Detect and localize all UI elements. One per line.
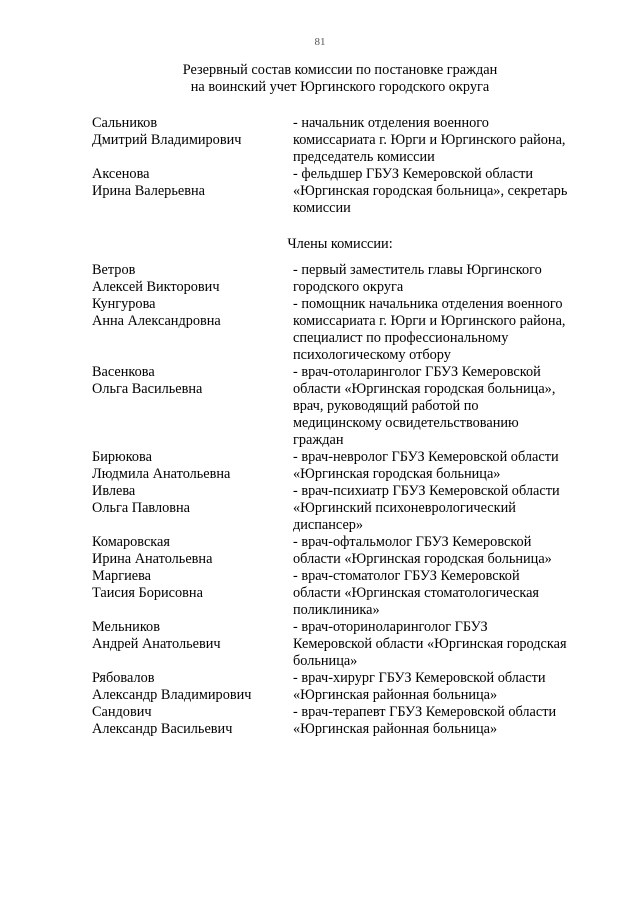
- member-role: комиссии: [293, 200, 351, 216]
- list-item: [0, 115, 640, 132]
- list-item: [0, 330, 640, 347]
- member-name: Александр Владимирович: [92, 687, 252, 703]
- document-title: [0, 62, 640, 96]
- member-role: «Юргинский психоневрологический: [293, 500, 516, 516]
- list-item: [0, 347, 640, 364]
- member-name: Дмитрий Владимирович: [92, 132, 242, 148]
- member-role: - врач-оториноларинголог ГБУЗ: [293, 619, 488, 635]
- list-item: [0, 262, 640, 279]
- member-role: комиссариата г. Юрги и Юргинского района,: [293, 132, 566, 148]
- list-item: [0, 364, 640, 381]
- member-role: врач, руководящий работой по: [293, 398, 479, 414]
- member-name: Андрей Анатольевич: [92, 636, 221, 652]
- list-item: [0, 313, 640, 330]
- list-item: [0, 602, 640, 619]
- member-name: Ивлева: [92, 483, 136, 499]
- member-role: - первый заместитель главы Юргинского: [293, 262, 542, 278]
- list-item: [0, 415, 640, 432]
- list-item: [0, 687, 640, 704]
- member-name: Мельников: [92, 619, 160, 635]
- list-item: [0, 132, 640, 149]
- list-item: [0, 149, 640, 166]
- member-role: - помощник начальника отделения военного: [293, 296, 563, 312]
- list-item: [0, 381, 640, 398]
- list-item: [0, 585, 640, 602]
- list-item: [0, 483, 640, 500]
- member-role: - врач-отоларинголог ГБУЗ Кемеровской: [293, 364, 541, 380]
- list-item: [0, 670, 640, 687]
- member-role: «Юргинская районная больница»: [293, 687, 498, 703]
- member-role: медицинскому освидетельствованию: [293, 415, 519, 431]
- list-item: [0, 636, 640, 653]
- list-item: [0, 200, 640, 217]
- member-name: Людмила Анатольевна: [92, 466, 231, 482]
- member-name: Ветров: [92, 262, 136, 278]
- list-item: [0, 500, 640, 517]
- member-role: области «Юргинская городская больница»,: [293, 381, 556, 397]
- list-item: [0, 653, 640, 670]
- list-item: [0, 721, 640, 738]
- member-role: - фельдшер ГБУЗ Кемеровской области: [293, 166, 534, 182]
- list-item: [0, 619, 640, 636]
- member-role: Кемеровской области «Юргинская городская: [293, 636, 567, 652]
- member-role: - врач-офтальмолог ГБУЗ Кемеровской: [293, 534, 532, 550]
- list-item: [0, 551, 640, 568]
- member-role: - врач-психиатр ГБУЗ Кемеровской области: [293, 483, 560, 499]
- member-name: Аксенова: [92, 166, 150, 182]
- member-role: - врач-хирург ГБУЗ Кемеровской области: [293, 670, 546, 686]
- member-name: Алексей Викторович: [92, 279, 220, 295]
- members-heading: Члены комиссии:: [287, 236, 393, 252]
- member-name: Бирюкова: [92, 449, 152, 465]
- member-role: граждан: [293, 432, 344, 448]
- title-line-1: Резервный состав комиссии по постановке граждан: [182, 62, 498, 78]
- list-item: [0, 398, 640, 415]
- member-name: Александр Васильевич: [92, 721, 233, 737]
- list-item: [0, 466, 640, 483]
- member-role: психологическому отбору: [293, 347, 451, 363]
- list-item: [0, 432, 640, 449]
- member-role: городского округа: [293, 279, 404, 295]
- member-name: Ольга Васильевна: [92, 381, 203, 397]
- list-item: [0, 183, 640, 200]
- list-item: [0, 517, 640, 534]
- member-role: - врач-терапевт ГБУЗ Кемеровской области: [293, 704, 557, 720]
- list-item: [0, 534, 640, 551]
- member-role: диспансер»: [293, 517, 364, 533]
- member-role: - врач-стоматолог ГБУЗ Кемеровской: [293, 568, 520, 584]
- member-role: больница»: [293, 653, 358, 669]
- member-role: «Юргинская районная больница»: [293, 721, 498, 737]
- list-item: [0, 296, 640, 313]
- title-line-2: на воинский учет Юргинского городского округа: [190, 79, 490, 95]
- member-name: Сандович: [92, 704, 152, 720]
- member-role: комиссариата г. Юрги и Юргинского района,: [293, 313, 566, 329]
- member-name: Таисия Борисовна: [92, 585, 203, 601]
- member-name: Рябовалов: [92, 670, 155, 686]
- list-item: [0, 279, 640, 296]
- page-number: 81: [314, 36, 326, 48]
- member-name: Ирина Валерьевна: [92, 183, 205, 199]
- member-name: Маргиева: [92, 568, 151, 584]
- member-role: «Юргинская городская больница»: [293, 466, 501, 482]
- member-role: специалист по профессиональному: [293, 330, 509, 346]
- list-item: [0, 704, 640, 721]
- member-name: Кунгурова: [92, 296, 156, 312]
- member-role: - врач-невролог ГБУЗ Кемеровской области: [293, 449, 559, 465]
- member-role: председатель комиссии: [293, 149, 435, 165]
- member-role: области «Юргинская стоматологическая: [293, 585, 540, 601]
- member-name: Ирина Анатольевна: [92, 551, 213, 567]
- member-name: Сальников: [92, 115, 158, 131]
- member-name: Васенкова: [92, 364, 155, 380]
- member-role: поликлиника»: [293, 602, 380, 618]
- list-item: [0, 449, 640, 466]
- member-role: «Юргинская городская больница», секретарь: [293, 183, 568, 199]
- list-item: [0, 568, 640, 585]
- member-name: Анна Александровна: [92, 313, 221, 329]
- member-name: Комаровская: [92, 534, 170, 550]
- member-role: - начальник отделения военного: [293, 115, 489, 131]
- member-role: области «Юргинская городская больница»: [293, 551, 552, 567]
- member-name: Ольга Павловна: [92, 500, 191, 516]
- list-item: [0, 166, 640, 183]
